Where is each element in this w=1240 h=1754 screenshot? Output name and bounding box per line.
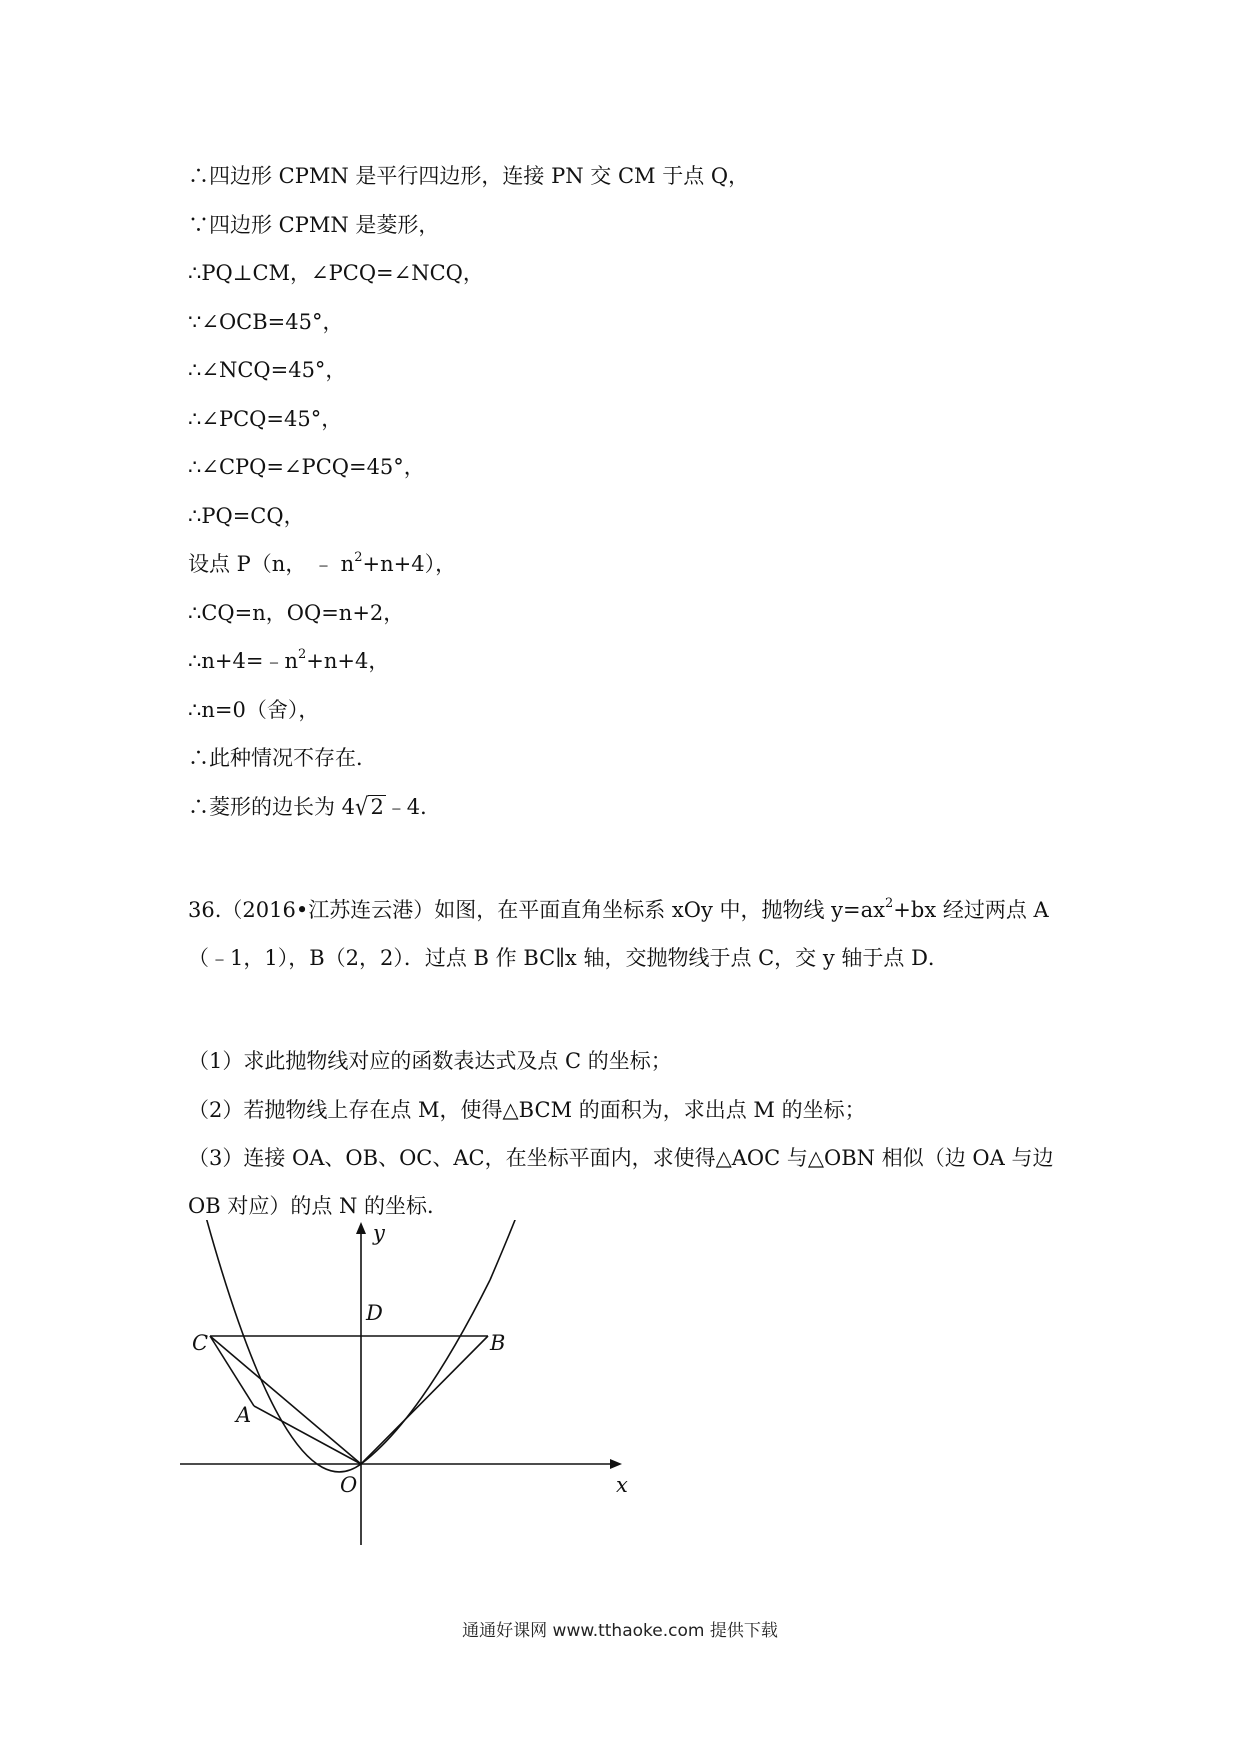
solution-line-not-exist: ∴此种情况不存在． — [188, 746, 377, 770]
label-o: O — [340, 1473, 358, 1497]
solution-line-8: ∴PQ=CQ， — [188, 504, 305, 528]
side-length-prefix: ∴菱形的边长为 4 — [188, 795, 356, 819]
parabola-right-branch — [490, 1220, 530, 1280]
subquestion-3: （3）连接 OA、OB、OC、AC，在坐标平面内，求使得△AOC 与△OBN 相似（边 OA 与边 OB 对应）的点 N 的坐标． — [188, 1146, 1054, 1218]
parabola-figure — [170, 1220, 630, 1560]
subquestion-1: （1）求此抛物线对应的函数表达式及点 C 的坐标； — [188, 1049, 672, 1073]
equation-suffix: +n+4， — [306, 649, 390, 673]
solution-line-7: ∴∠CPQ=∠PCQ=45°， — [188, 455, 425, 479]
point-p-exponent: 2 — [354, 550, 363, 565]
subquestion-2: （2）若抛物线上存在点 M，使得△BCM 的面积为，求出点 M 的坐标； — [188, 1098, 866, 1122]
point-p-suffix: +n+4）， — [362, 552, 457, 576]
solution-line-2: ∵四边形 CPMN 是菱形， — [188, 213, 440, 237]
segment-oc — [210, 1336, 361, 1464]
solution-line-1: ∴四边形 CPMN 是平行四边形，连接 PN 交 CM 于点 Q， — [188, 164, 750, 188]
label-d: D — [366, 1301, 383, 1325]
page-footer: 通通好课网 www.tthaoke.com 提供下载 — [462, 1621, 778, 1641]
solution-line-n0: ∴n=0（舍）， — [188, 698, 320, 722]
equation-exponent: 2 — [297, 647, 307, 662]
parabola-curve — [196, 1220, 490, 1472]
y-axis-arrow — [356, 1222, 366, 1234]
label-c: C — [192, 1331, 209, 1355]
problem-part-1: 36.（2016•江苏连云港）如图，在平面直角坐标系 xOy 中，抛物线 y=ax — [188, 898, 885, 922]
side-length-suffix: ﹣4． — [385, 795, 442, 819]
cq-line: ∴CQ=n，OQ=n+2， — [188, 601, 405, 625]
radical-sign: √ — [355, 793, 369, 821]
point-p-line — [188, 550, 456, 578]
equation-line — [188, 647, 389, 675]
radicand: 2 — [370, 795, 384, 819]
solution-line-6: ∴∠PCQ=45°， — [188, 407, 343, 431]
problem-36-statement — [188, 886, 1058, 982]
label-x: x — [616, 1473, 628, 1497]
x-axis-arrow — [610, 1459, 622, 1469]
point-p-prefix: 设点 P（n， ﹣ n — [188, 552, 355, 576]
equation-prefix: ∴n+4=﹣n — [188, 649, 298, 673]
solution-line-3: ∴PQ⊥CM，∠PCQ=∠NCQ， — [188, 261, 484, 285]
label-y: y — [373, 1221, 385, 1245]
segment-ob — [361, 1336, 488, 1464]
label-b: B — [490, 1331, 506, 1355]
side-length-line — [188, 793, 441, 821]
label-a: A — [236, 1403, 252, 1427]
problem-exponent: 2 — [885, 896, 894, 911]
solution-line-5: ∴∠NCQ=45°， — [188, 358, 347, 382]
problem-part-2: +bx 经过两点 A（﹣1，1），B（2，2）．过点 B 作 BC∥x 轴，交抛物线于点 C，交 y 轴于点 D． — [188, 898, 1049, 970]
solution-line-4: ∵∠OCB=45°， — [188, 310, 344, 334]
